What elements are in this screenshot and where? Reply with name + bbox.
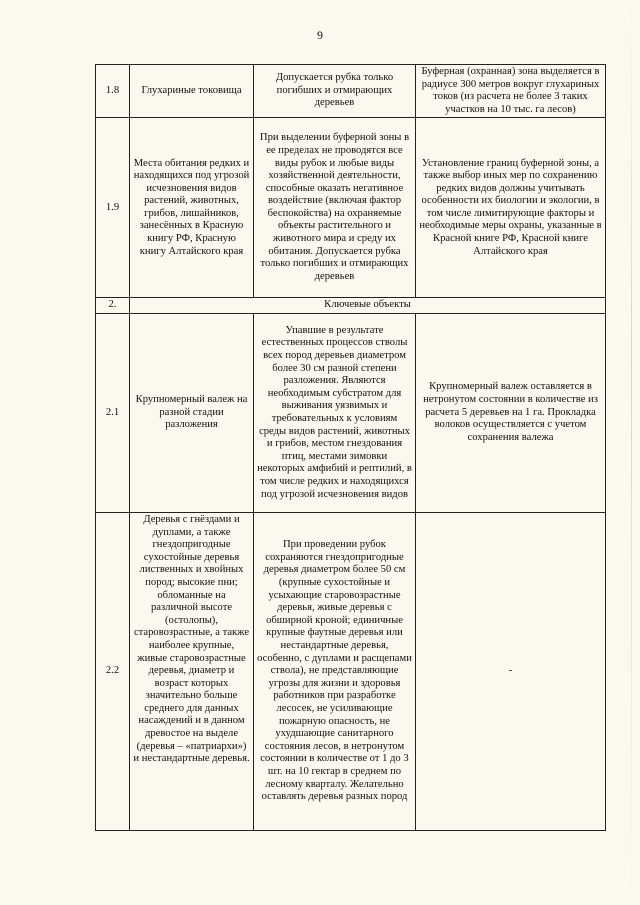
section-title: Ключевые объекты [130,298,606,314]
table-row [96,65,606,118]
section-number: 2. [96,298,130,314]
rule-cell: При выделении буферной зоны в ее пределах не проводятся все виды рубок и любые виды хозяйственной деятельности, способные оказать негативное воздействие (включая фактор беспокойства) на охраняемые объекты растительного и животного мира и среду их обитания. Допускается рубка только погибших и отмирающих деревьев [254,118,416,298]
note-cell: Установление границ буферной зоны, а также выбор иных мер по сохранению редких видов должны учитывать особенности их биологии и экологии, в том числе лимитирующие факторы и необходимые меры охраны, указанные в Красной книге РФ, Красной книге Алтайского края [416,118,606,298]
table-row [96,118,606,298]
scan-edge-mark [631,0,632,905]
object-cell: Деревья с гнёздами и дуплами, а также гнездопригодные сухостойные деревья лиственных и хвойных пород; высокие пни; обломанные на различной высоте (остолопы), старовозрастные, а также наиболее крупные, живые старовозрастные деревья, диаметр и возраст которых значительно больше среднего для данных насаждений и в данном древостое на выделе (деревья – «патриархи») и нестандартные деревья. [130,512,254,830]
rule-cell: При проведении рубок сохраняются гнездопригодные деревья диаметром более 50 см (крупные сухостойные и усыхающие старовозрастные деревья, живые деревья с обширной кроной; единичные крупные фаутные деревья или нестандартные деревья, особенно, с дуплами и расщепами ствола), не представляющие угрозы для жизни и здоровья работников при разработке лесосек, не усиливающие пожарную опасность, не ухудшающие санитарного состояния лесов, в нетронутом состоянии в количестве от 1 до 3 шт. на 10 гектар в среднем по лесному кварталу. Желательно оставлять деревья разных пород [254,512,416,830]
row-number: 1.9 [96,118,130,298]
row-number: 2.1 [96,313,130,512]
object-cell: Глухариные токовища [130,65,254,118]
rule-cell: Допускается рубка только погибших и отмирающих деревьев [254,65,416,118]
document-table [95,64,606,831]
section-row [96,298,606,314]
page-number: 9 [317,28,323,42]
note-cell: Крупномерный валеж оставляется в нетронутом состоянии в количестве из расчета 5 деревьев на 1 га. Прокладка волоков осуществляется с учетом сохранения валежа [416,313,606,512]
note-cell: - [416,512,606,830]
note-cell: Буферная (охранная) зона выделяется в радиусе 300 метров вокруг глухариных токов (из расчета не более 3 таких участков на 10 тыс. га лесов) [416,65,606,118]
row-number: 2.2 [96,512,130,830]
object-cell: Крупномерный валеж на разной стадии разложения [130,313,254,512]
table-row [96,512,606,830]
object-cell: Места обитания редких и находящихся под угрозой исчезновения видов растений, животных, грибов, лишайников, занесённых в Красную книгу РФ, Красную книгу Алтайского края [130,118,254,298]
row-number: 1.8 [96,65,130,118]
table-row [96,313,606,512]
rule-cell: Упавшие в результате естественных процессов стволы всех пород деревьев диаметром более 30 см разной степени разложения. Являются необходимым субстратом для выживания уязвимых и требовательных к условиям среды видов растений, животных и грибов, местом гнездования птиц, местами зимовки некоторых амфибий и рептилий, в том числе редких и находящихся под угрозой исчезновения видов [254,313,416,512]
